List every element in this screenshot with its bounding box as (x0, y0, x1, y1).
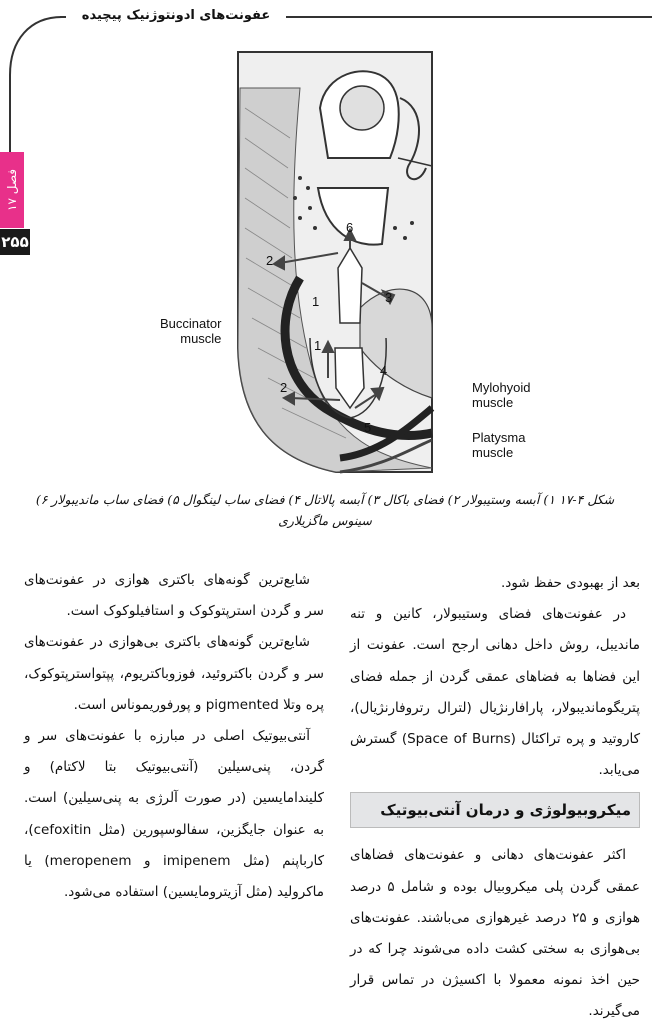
header-corner-curve (0, 0, 70, 160)
label-number-2-upper: 2 (266, 253, 274, 268)
label-platysma-muscle: Platysma muscle (472, 430, 526, 460)
running-title: عفونت‌های ادونتوژنیک پیچیده (66, 8, 286, 23)
left-paragraph-3: آنتی‌بیوتیک اصلی در مبارزه با عفونت‌های سر و گردن، پنی‌سیلین (آنتی‌بیوتیک بتا لاکتام) و کلیندامایسین (در صورت آلرژی به پنی‌سیلین) است. به عنوان جایگزین، سفالوسپورین (مثل cefoxitin)، کارباپنم (مثل imipenem و meropenem) یا ماکرولید (مثل آزیترومایسین) استفاده می‌شود. (24, 728, 325, 901)
label-number-2-lower: 2 (280, 380, 288, 395)
left-column (24, 565, 324, 908)
page-number: ۲۵۵ (0, 229, 30, 255)
figure-caption: شکل ۴-۱۷ ۱) آبسه وستیبولار ۲) فضای باکال ۳) آبسه پالاتال ۴) فضای ساب لینگوال ۵) فضای ساب ماندیبولار ۶) سینوس ماگزیلاری (35, 492, 615, 528)
right-paragraph-3: اکثر عفونت‌های دهانی و عفونت‌های فضاهای عمقی گردن پلی میکروبیال بوده و شامل ۵ درصد هوازی و ۲۵ درصد غیرهوازی می‌باشند. عفونت‌های بی‌هوازی به سختی کشت داده می‌شوند چرا که در حین اخذ نمونه معمولا با اکسیژن در تماس قرار می‌گیرند. (350, 847, 640, 1020)
label-buccinator-muscle: Buccinator muscle (160, 316, 222, 346)
right-paragraph-2: در عفونت‌های فضای وستیبولار، کانین و تنه ماندیبل، روش داخل دهانی ارجح است. عفونت از این فضاها به فضاهای عمقی گردن از جمله فضای پتریگوماندیبولار، پارافارنژیال (لترال رتروفارنژیال)، کاروتید و پره تراکئال (Space of Burns) گسترش می‌یابد. (350, 606, 641, 779)
label-number-1-lower: 1 (314, 338, 322, 353)
anatomy-illustration (150, 48, 540, 476)
section-heading-microbiology: میکروبیولوژی و درمان آنتی‌بیوتیک (350, 792, 640, 828)
label-mylohyoid-muscle: Mylohyoid muscle (472, 380, 531, 410)
label-number-6: 6 (346, 220, 354, 235)
label-number-3: 3 (385, 290, 393, 305)
chapter-tab (0, 152, 24, 228)
chapter-tab-label: فصل ۱۷ (5, 169, 19, 211)
label-number-5: 5 (364, 420, 372, 435)
label-number-4: 4 (380, 363, 388, 378)
anatomy-figure (150, 48, 540, 476)
left-paragraph-1: شایع‌ترین گونه‌های باکتری هوازی در عفونت‌های سر و گردن استرپتوکوک و استافیلوکوک است. (24, 572, 324, 620)
right-paragraph-1: بعد از بهبودی حفظ شود. (501, 575, 640, 591)
left-paragraph-2: شایع‌ترین گونه‌های باکتری بی‌هوازی در عفونت‌های سر و گردن باکتروئید، فوزوباکتریوم، پپتواسترپتوکوک، پره وتلا pigmented و پورفوریموناس است. (24, 634, 324, 713)
right-column (350, 568, 640, 1028)
label-number-1-upper: 1 (312, 294, 320, 309)
